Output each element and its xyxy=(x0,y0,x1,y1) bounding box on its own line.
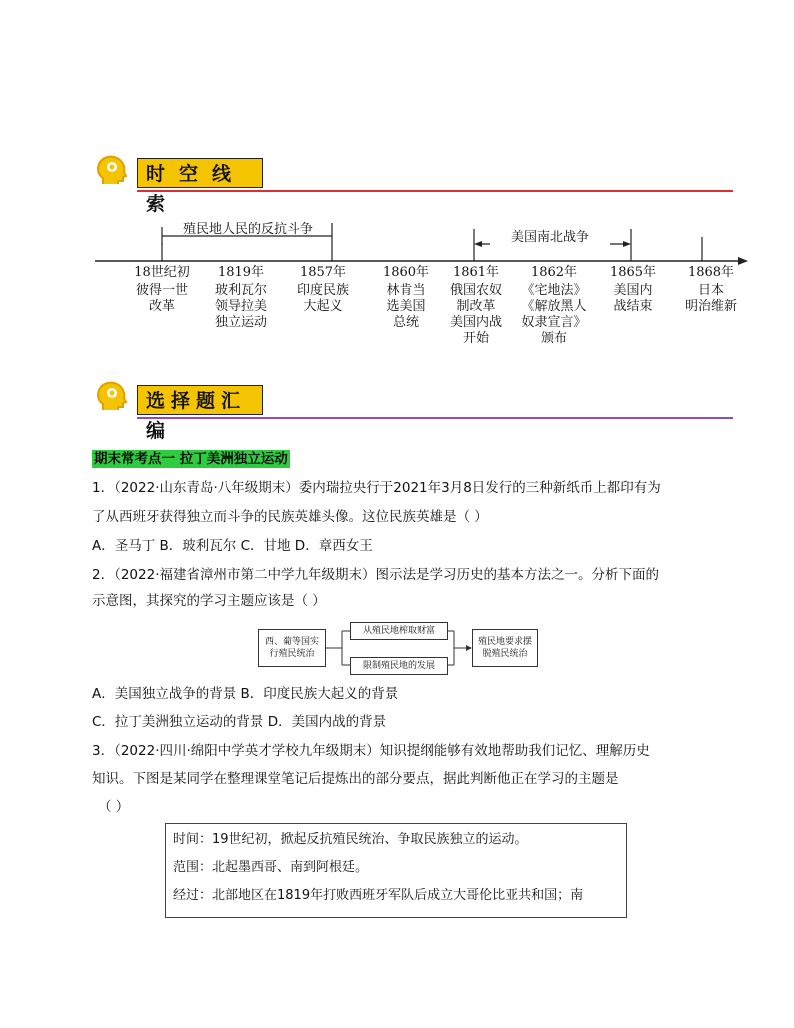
section-rule-purple xyxy=(137,417,733,419)
question-2-options: A．美国独立战争的背景 B．印度民族大起义的背景 xyxy=(92,686,399,702)
diagram-box-limit-development: 限制殖民地的发展 xyxy=(350,657,448,675)
question-2-line: 2．（2022·福建省漳州市第二中学九年级期末）图示法是学习历史的基本方法之一。分析下面的 xyxy=(92,567,659,583)
timeline-event: 印度民族 大起义 xyxy=(296,283,349,314)
question-1-line: 1．（2022·山东青岛·八年级期末）委内瑞拉央行于2021年3月8日发行的三种新纸币上都印有为 xyxy=(92,480,661,496)
timeline-event: 《宅地法》 《解放黑人 奴隶宣言》 颁布 xyxy=(521,283,587,346)
notes-line: 经过：北部地区在1819年打败西班牙军队后成立大哥伦比亚共和国；南 xyxy=(173,888,584,903)
timeline-event: 彼得一世 改革 xyxy=(135,283,188,314)
timeline-event: 林肯当 选美国 总统 xyxy=(386,283,426,330)
diagram-box-independence-demand: 殖民地要求摆 脱殖民统治 xyxy=(472,629,538,667)
section-rule-red xyxy=(137,190,733,192)
question-3-line: 知识。下图是某同学在整理课堂笔记后提炼出的部分要点，据此判断他正在学习的主题是 xyxy=(92,771,619,787)
topic-label: 期末常考点一 拉丁美洲独立运动 xyxy=(94,451,288,467)
timeline-event: 美国内 战结束 xyxy=(613,283,653,314)
timeline-year: 1861年 xyxy=(452,265,500,280)
timeline-year: 1865年 xyxy=(609,265,657,280)
timeline-year: 1868年 xyxy=(687,265,735,280)
span-label-colonial: 殖民地人民的反抗斗争 xyxy=(182,222,313,237)
question-1-line: 了从西班牙获得独立而斗争的民族英雄头像。这位民族英雄是（ ） xyxy=(92,509,488,525)
timeline-year: 1819年 xyxy=(217,265,265,280)
timeline-year: 1860年 xyxy=(382,265,430,280)
span-label-civil-war: 美国南北战争 xyxy=(490,230,610,246)
head-gear-icon xyxy=(93,152,129,188)
diagram-box-colonial-rule: 西、葡等国实 行殖民统治 xyxy=(258,629,326,667)
head-gear-icon xyxy=(93,378,129,414)
question-1-options: A．圣马丁 B．玻利瓦尔 C．甘地 D．章西女王 xyxy=(92,538,373,554)
timeline-event: 日本 明治维新 xyxy=(684,283,737,314)
timeline-year: 1862年 xyxy=(530,265,578,280)
notes-line: 范围：北起墨西哥、南到阿根廷。 xyxy=(173,860,369,875)
question-2-line: 示意图，其探究的学习主题应该是（ ） xyxy=(92,593,326,609)
timeline-year: 1857年 xyxy=(299,265,347,280)
notes-line: 时间：19世纪初，掀起反抗殖民统治、争取民族独立的运动。 xyxy=(173,832,528,847)
timeline-year: 18世纪初 xyxy=(134,265,190,280)
section-title-questions: 选择题汇编 xyxy=(137,385,263,415)
question-3-line: （ ） xyxy=(98,799,130,815)
timeline-event: 玻利瓦尔 领导拉美 独立运动 xyxy=(214,283,267,330)
question-2-options: C．拉丁美洲独立运动的背景 D．美国内战的背景 xyxy=(92,714,387,730)
question-3-line: 3．（2022·四川·绵阳中学英才学校九年级期末）知识提纲能够有效地帮助我们记忆、理解历史 xyxy=(92,743,650,759)
diagram-box-extract-wealth: 从殖民地榨取财富 xyxy=(350,622,448,640)
timeline-event: 俄国农奴 制改革 美国内战 开始 xyxy=(449,283,502,346)
section-title-timeline: 时空线索 xyxy=(137,158,263,188)
